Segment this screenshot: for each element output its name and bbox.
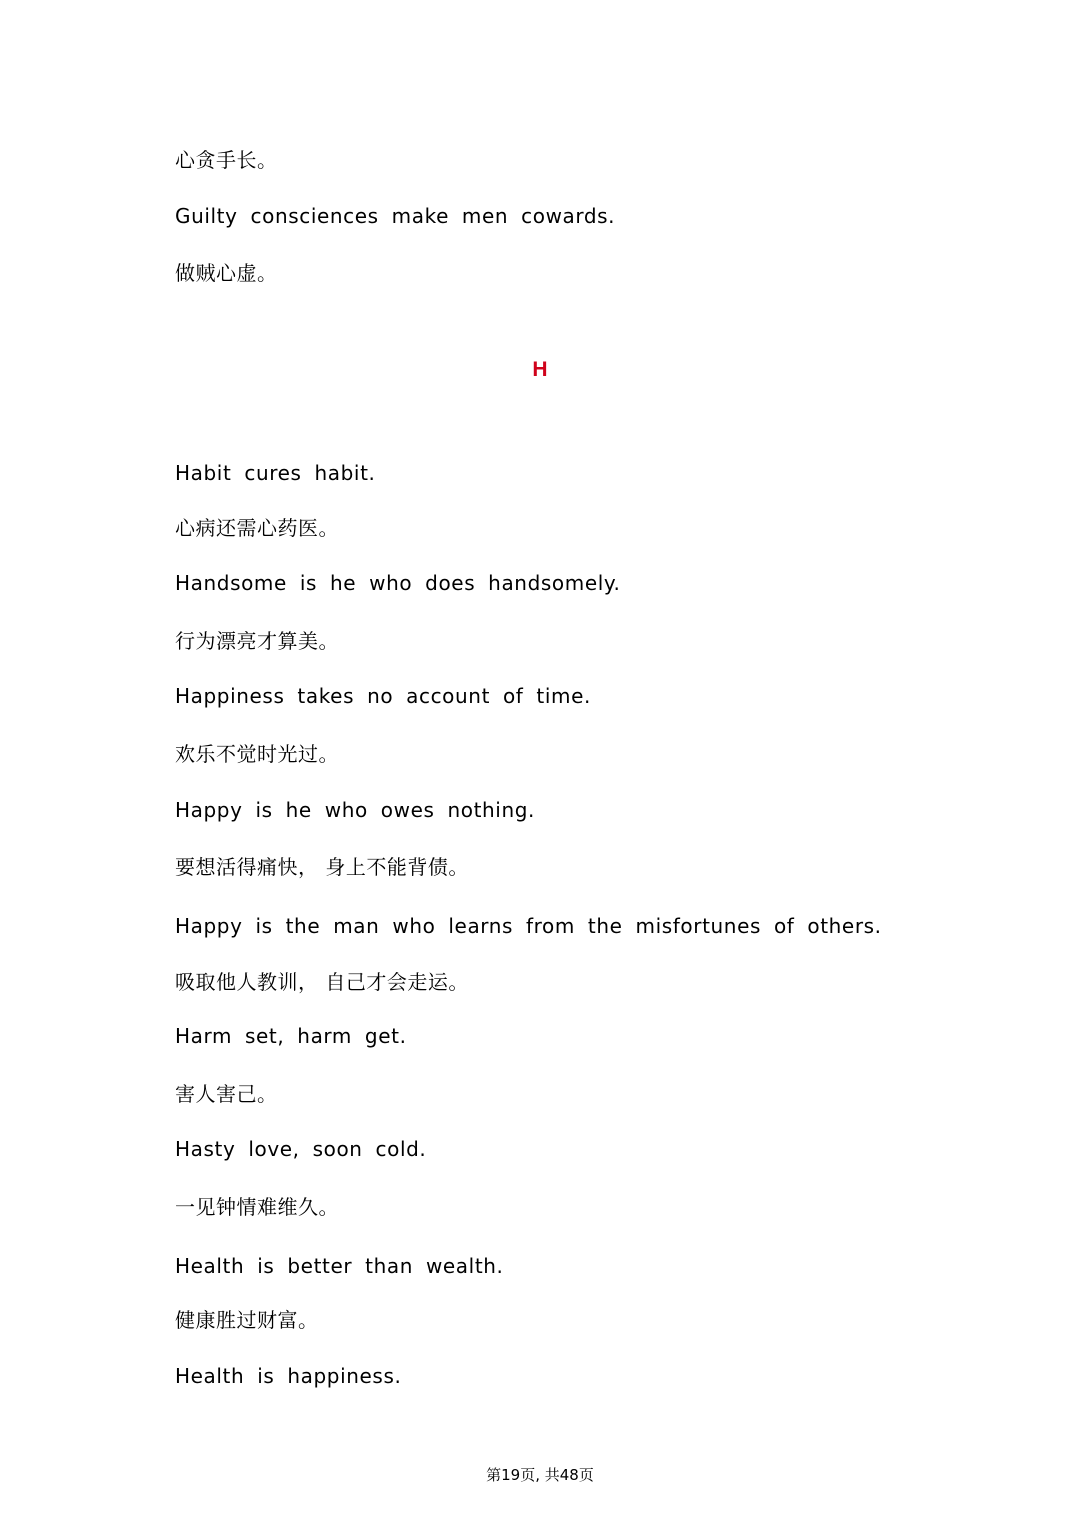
proverb-english: Habit cures habit. bbox=[175, 461, 376, 485]
proverb-translation: 心贪手长。 bbox=[175, 148, 278, 172]
proverb-english: Guilty consciences make men cowards. bbox=[175, 204, 616, 228]
proverb-translation: 行为漂亮才算美。 bbox=[175, 629, 339, 653]
proverb-english: Health is happiness. bbox=[175, 1364, 402, 1388]
proverb-english: Handsome is he who does handsomely. bbox=[175, 571, 621, 595]
proverb-english: Health is better than wealth. bbox=[175, 1254, 504, 1278]
page-number: 第19页, 共48页 bbox=[486, 1466, 594, 1484]
proverb-english: Harm set, harm get. bbox=[175, 1024, 407, 1048]
section-heading: H bbox=[532, 358, 548, 381]
proverb-english: Hasty love, soon cold. bbox=[175, 1137, 427, 1161]
proverb-translation: 一见钟情难维久。 bbox=[175, 1195, 339, 1219]
proverb-translation: 要想活得痛快， 身上不能背债。 bbox=[175, 855, 469, 879]
proverb-translation: 健康胜过财富。 bbox=[175, 1308, 319, 1332]
proverb-translation: 害人害己。 bbox=[175, 1082, 278, 1106]
proverb-translation: 吸取他人教训， 自己才会走运。 bbox=[175, 970, 469, 994]
proverb-translation: 心病还需心药医。 bbox=[175, 516, 339, 540]
proverb-translation: 欢乐不觉时光过。 bbox=[175, 742, 339, 766]
proverb-english: Happiness takes no account of time. bbox=[175, 684, 591, 708]
proverb-english: Happy is the man who learns from the misfortunes of others. bbox=[175, 914, 882, 938]
proverb-english: Happy is he who owes nothing. bbox=[175, 798, 535, 822]
proverb-translation: 做贼心虚。 bbox=[175, 261, 278, 285]
